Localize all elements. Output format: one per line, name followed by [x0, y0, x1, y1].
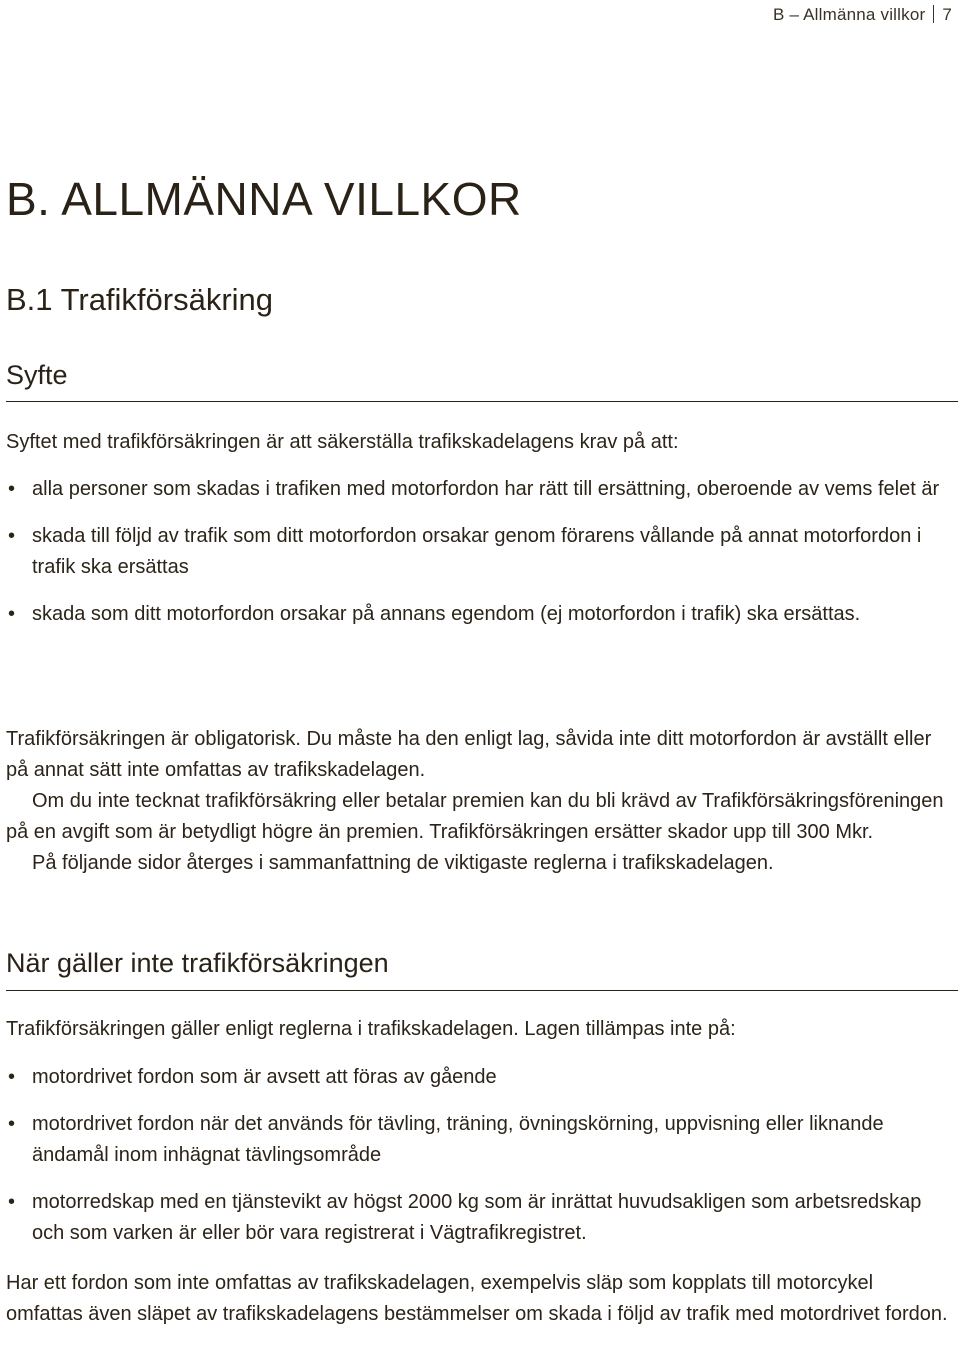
running-header — [773, 5, 952, 25]
list-item-text: alla personer som skadas i trafiken med motorfordon har rätt till ersättning, oberoende av vems felet är — [32, 478, 940, 500]
page-number: 7 — [942, 5, 952, 24]
running-title: B – Allmänna villkor — [773, 5, 926, 24]
bullet-icon: • — [8, 1191, 16, 1213]
syfte-bullet-list — [6, 474, 951, 630]
nar-galler-inte-divider — [6, 990, 958, 991]
section-title: B.1 Trafikförsäkring — [6, 282, 274, 317]
list-item — [6, 521, 951, 583]
nar-galler-inte-intro: Trafikförsäkringen gäller enligt reglerna i trafikskadelagen. Lagen tillämpas inte på: — [6, 1018, 736, 1040]
nar-galler-inte-heading: När gäller inte trafikförsäkringen — [6, 948, 389, 978]
bullet-icon: • — [8, 603, 16, 625]
list-item — [6, 474, 951, 505]
list-item — [6, 1109, 951, 1171]
list-item-text: skada till följd av trafik som ditt motorfordon orsakar genom förarens vållande på annat motorfordon i trafik ska ersättas — [32, 525, 922, 578]
list-item-text: skada som ditt motorfordon orsakar på annans egendom (ej motorfordon i trafik) ska ersättas. — [32, 603, 861, 625]
bullet-icon: • — [8, 478, 16, 500]
bullet-icon: • — [8, 1113, 16, 1135]
list-item-text: motorredskap med en tjänstevikt av högst 2000 kg som är inrättat huvudsakligen som arbetsredskap och som varken är eller bör vara registrerat i Vägtrafikregistret. — [32, 1191, 922, 1244]
list-item — [6, 1187, 951, 1249]
chapter-title: B. ALLMÄNNA VILLKOR — [6, 173, 522, 225]
syfte-intro: Syftet med trafikförsäkringen är att säkerställa trafikskadelagens krav på att: — [6, 431, 679, 453]
list-item — [6, 1062, 951, 1093]
bullet-icon: • — [8, 525, 16, 547]
syfte-heading: Syfte — [6, 360, 68, 390]
syfte-body — [6, 724, 951, 879]
closing-paragraph: Har ett fordon som inte omfattas av trafikskadelagen, exempelvis släp som kopplats till motorcykel omfattas även släpet av trafikskadelagens bestämmelser om skada i följd av trafik med motordrivet fordon. — [6, 1272, 948, 1325]
bullet-icon: • — [8, 1066, 16, 1088]
nar-galler-inte-bullet-list — [6, 1062, 951, 1249]
obligatory-paragraph: Trafikförsäkringen är obligatorisk. Du måste ha den enligt lag, såvida inte ditt motorfordon är avställt eller på annat sätt inte omfattas av trafikskadelagen. — [6, 728, 932, 781]
summary-paragraph: På följande sidor återges i sammanfattning de viktigaste reglerna i trafikskadelagen. — [32, 852, 774, 874]
header-separator — [933, 5, 934, 23]
penalty-paragraph: Om du inte tecknat trafikförsäkring eller betalar premien kan du bli krävd av Trafikförsäkringsföreningen på en avgift som är betydligt högre än premien. Trafikförsäkringen ersätter skador upp till 300 Mkr. — [6, 790, 944, 843]
list-item-text: motordrivet fordon som är avsett att föras av gående — [32, 1066, 497, 1088]
list-item — [6, 599, 951, 630]
syfte-divider — [6, 401, 958, 402]
list-item-text: motordrivet fordon när det används för tävling, träning, övningskörning, uppvisning eller liknande ändamål inom inhägnat tävlingsområde — [32, 1113, 884, 1166]
